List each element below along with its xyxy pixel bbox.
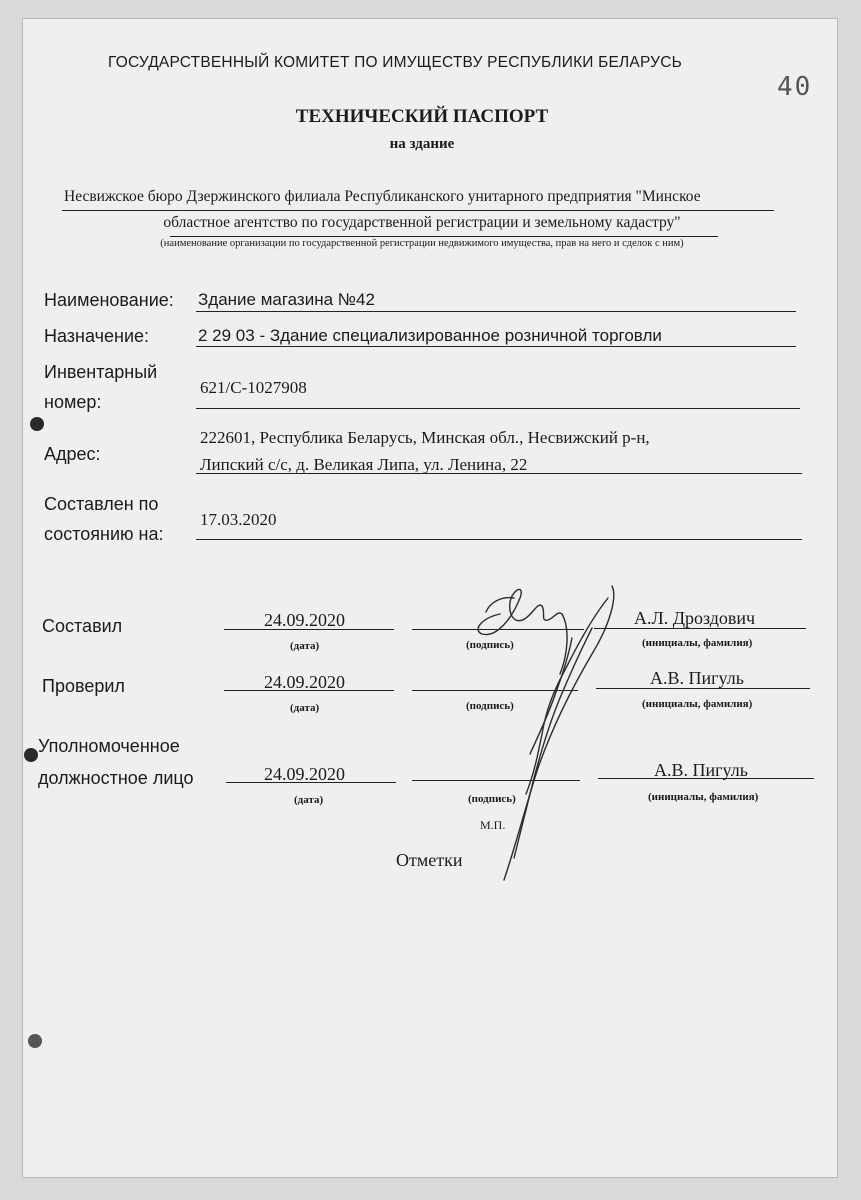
official-label-line-2: должностное лицо [38,768,194,788]
checked-name-caption: (инициалы, фамилия) [642,698,753,710]
name-underline [196,311,796,312]
organization-caption: (наименование организации по государственной регистрации недвижимого имущества, прав на него и сделок с ним) [160,238,684,249]
compiled-name-caption: (инициалы, фамилия) [642,637,753,649]
purpose-value: 2 29 03 - Здание специализированное розничной торговли [198,326,662,345]
stamp-place: М.П. [480,818,506,832]
official-date: 24.09.2020 [264,764,345,784]
organization-line-2: областное агентство по государственной регистрации и земельному кадастру" [163,214,681,231]
purpose-underline [196,346,796,347]
checked-date: 24.09.2020 [264,672,345,692]
checked-signature-caption: (подпись) [466,700,514,712]
checked-date-line [224,690,394,691]
address-underline [196,473,802,474]
compiled-name: А.Л. Дроздович [634,608,756,628]
organization-underline-1 [62,210,774,211]
inventory-underline [196,408,800,409]
organization-line-1: Несвижское бюро Дзержинского филиала Республиканского унитарного предприятия "Минское [64,188,701,205]
state-label-line-2: состоянию на: [44,524,164,544]
address-line-2: Липский с/с, д. Великая Липа, ул. Ленина, 22 [200,455,528,474]
compiled-date: 24.09.2020 [264,610,345,630]
official-label-line-1: Уполномоченное [38,736,180,756]
page-number: 40 [777,72,813,102]
document-title: ТЕХНИЧЕСКИЙ ПАСПОРТ [295,106,549,127]
compiled-date-line [224,629,394,630]
address-line-1: 222601, Республика Беларусь, Минская обл., Несвижский р-н, [200,428,650,447]
name-value: Здание магазина №42 [198,290,375,309]
compiled-label: Составил [42,616,123,636]
state-label-line-1: Составлен по [44,494,159,514]
name-label: Наименование: [44,290,174,310]
inventory-value: 621/С-1027908 [200,378,307,397]
punch-hole-middle [24,748,38,762]
checked-label: Проверил [42,676,125,696]
punch-hole-bottom [28,1034,42,1048]
compiled-date-caption: (дата) [290,640,320,652]
checked-name: А.В. Пигуль [650,668,744,688]
handwritten-signature [442,558,632,898]
address-label: Адрес: [44,444,101,464]
official-date-caption: (дата) [294,794,324,806]
official-name-caption: (инициалы, фамилия) [648,791,759,803]
document-sheet [22,18,838,1178]
checked-date-caption: (дата) [290,702,320,714]
official-name: А.В. Пигуль [654,760,748,780]
official-date-line [226,782,396,783]
notes-label: Отметки [396,850,463,870]
document-subtitle: на здание [389,136,455,152]
punch-hole-top [30,417,44,431]
committee-header: ГОСУДАРСТВЕННЫЙ КОМИТЕТ ПО ИМУЩЕСТВУ РЕСПУБЛИКИ БЕЛАРУСЬ [108,54,682,71]
state-underline [196,539,802,540]
inventory-label-line-1: Инвентарный [44,362,158,382]
inventory-label-line-2: номер: [44,392,102,412]
organization-underline-2 [170,236,718,237]
compiled-signature-caption: (подпись) [466,639,514,651]
state-value: 17.03.2020 [200,510,277,529]
purpose-label: Назначение: [44,326,150,346]
official-signature-caption: (подпись) [468,793,516,805]
